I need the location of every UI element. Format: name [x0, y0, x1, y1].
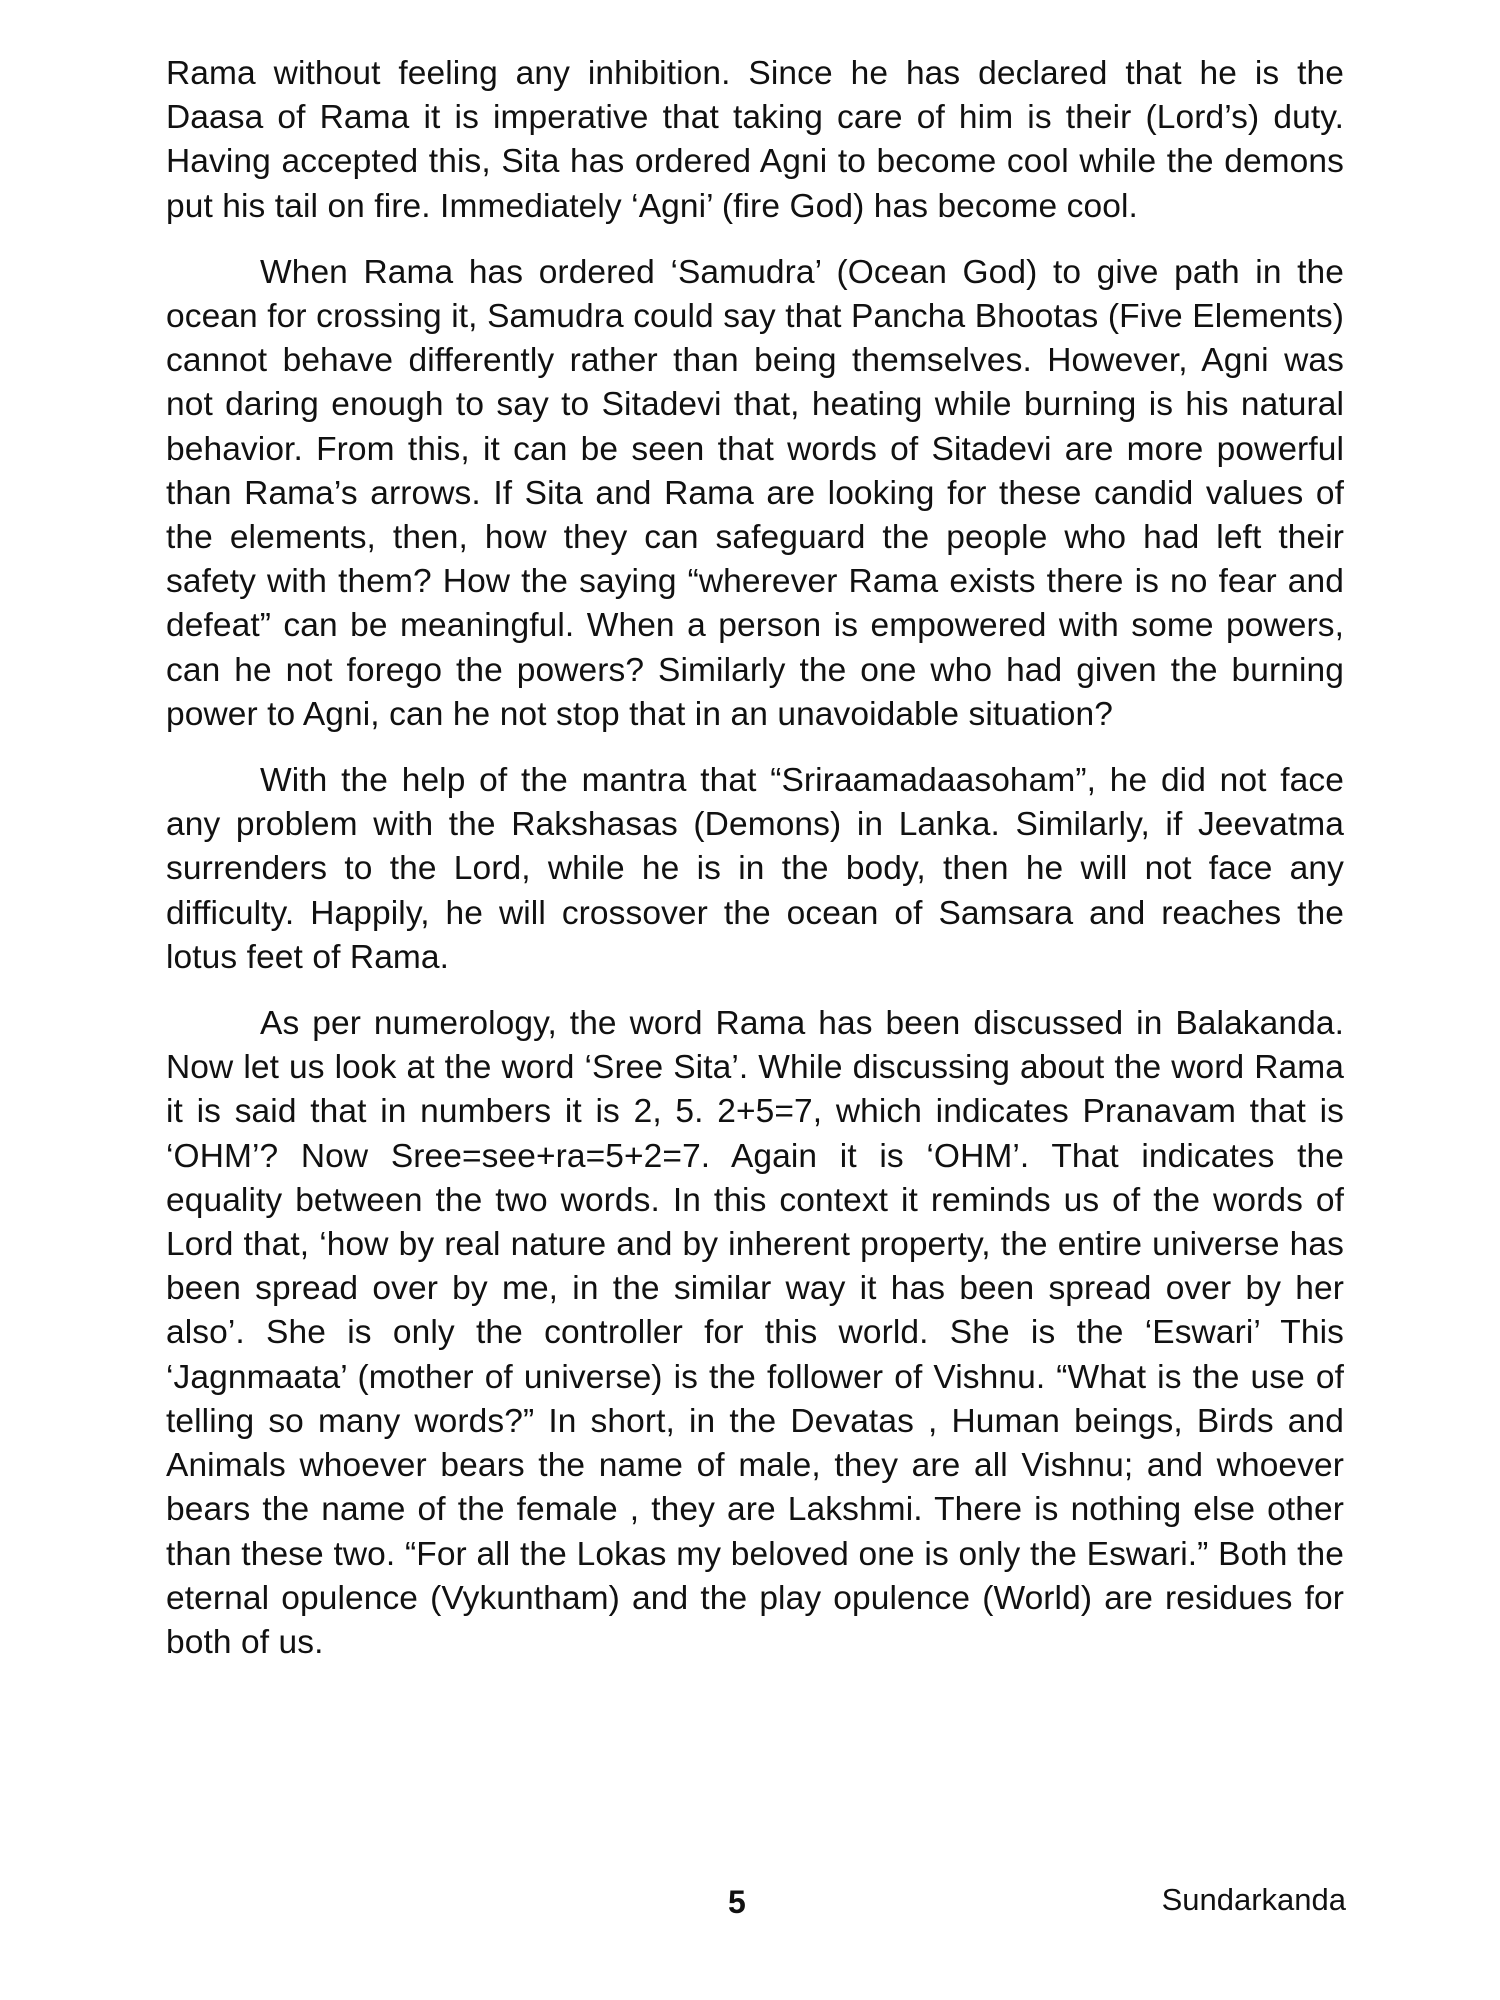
paragraph-continued: Rama without feeling any inhibition. Since he has declared that he is the Daasa of Rama it is imperative that taking care of him is their (Lord’s) duty. Having accepted this, Sita has ordered Agni to become cool while the demons put his tail on fire. Immediately ‘Agni’ (fire God) has become cool.: [166, 55, 1344, 225]
paragraph-mantra: With the help of the mantra that “Sriraamadaasoham”, he did not face any problem with the Rakshasas (Demons) in Lanka. Similarly, if Jeevatma surrenders to the Lord, while he is in the body, then he will not face any difficulty. Happily, he will crossover the ocean of Samsara and reaches the lotus feet of Rama.: [166, 762, 1344, 976]
paragraph-numerology: As per numerology, the word Rama has been discussed in Balakanda. Now let us look at the word ‘Sree Sita’. While discussing about the word Rama it is said that in numbers it is 2, 5. 2+5=7, which indicates Pranavam that is ‘OHM’? Now Sree=see+ra=5+2=7. Again it is ‘OHM’. That indicates the equality between the two words. In this context it reminds us of the words of Lord that, ‘how by real nature and by inherent property, the entire universe has been spread over by me, in the similar way it has been spread over by her also’. She is only the controller for this world. She is the ‘Eswari’ This ‘Jagnmaata’ (mother of universe) is the follower of Vishnu. “What is the use of telling so many words?” In short, in the Devatas , Human beings, Birds and Animals whoever bears the name of male, they are all Vishnu; and whoever bears the name of the female , they are Lakshmi. There is nothing else other than these two. “For all the Lokas my beloved one is only the Eswari.” Both the eternal opulence (Vykuntham) and the play opulence (World) are residues for both of us.: [166, 1005, 1344, 1661]
page-number: 5: [728, 1884, 746, 1920]
paragraph-samudra: When Rama has ordered ‘Samudra’ (Ocean God) to give path in the ocean for crossing it, Samudra could say that Pancha Bhootas (Five Elements) cannot behave differently rather than being themselves. However, Agni was not daring enough to say to Sitadevi that, heating while burning is his natural behavior. From this, it can be seen that words of Sitadevi are more powerful than Rama’s arrows. If Sita and Rama are looking for these candid values of the elements, then, how they can safeguard the people who had left their safety with them? How the saying “wherever Rama exists there is no fear and defeat” can be meaningful. When a person is empowered with some powers, can he not forego the powers? Similarly the one who had given the burning power to Agni, can he not stop that in an unavoidable situation?: [166, 253, 1344, 733]
body-text: [166, 52, 1344, 1687]
running-footer-title: Sundarkanda: [1161, 1882, 1346, 1917]
